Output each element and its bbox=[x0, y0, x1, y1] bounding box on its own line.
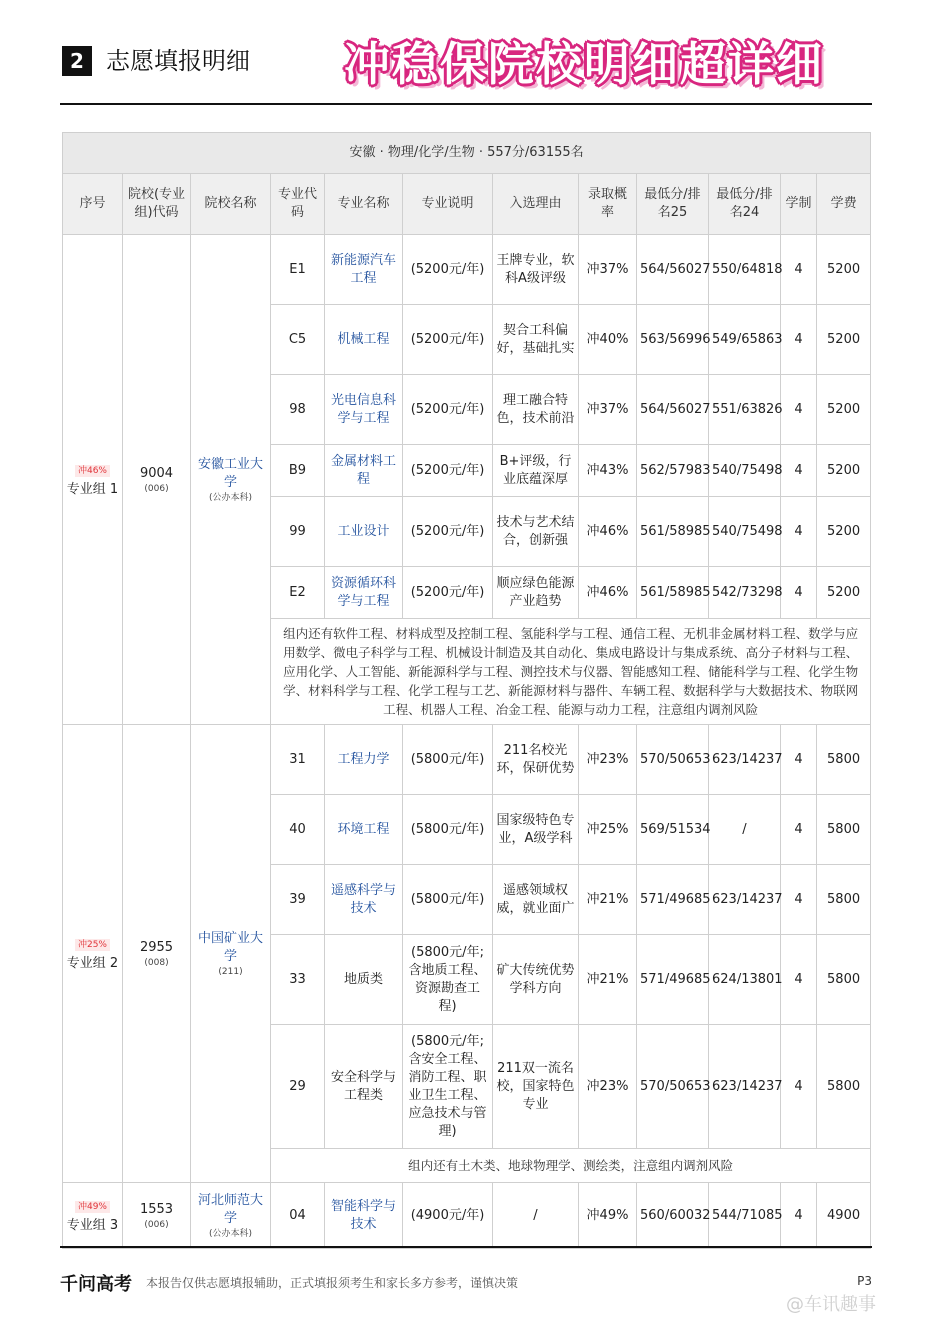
school-type: (公办本科) bbox=[208, 492, 253, 503]
selection-reason: B+评级，行业底蕴深厚 bbox=[493, 445, 579, 497]
major-code: E1 bbox=[271, 235, 325, 305]
major-code: E2 bbox=[271, 567, 325, 619]
school-code: 1553 bbox=[139, 1201, 174, 1217]
column-header: 学费 bbox=[817, 174, 871, 235]
tuition-fee: 5800 bbox=[817, 935, 871, 1025]
min-score-rank-25: 562/57983 bbox=[637, 445, 709, 497]
major-code: C5 bbox=[271, 305, 325, 375]
tuition-fee: 5200 bbox=[817, 235, 871, 305]
admission-probability: 冲21% bbox=[579, 865, 637, 935]
major-description: (5200元/年) bbox=[403, 497, 493, 567]
major-code: 33 bbox=[271, 935, 325, 1025]
tuition-fee: 5200 bbox=[817, 375, 871, 445]
admission-probability: 冲37% bbox=[579, 235, 637, 305]
school-name-cell bbox=[191, 235, 271, 725]
study-years: 4 bbox=[781, 567, 817, 619]
group-label: 专业组 2 bbox=[66, 955, 119, 971]
major-code: 98 bbox=[271, 375, 325, 445]
major-code: 31 bbox=[271, 725, 325, 795]
page-footer bbox=[60, 1268, 872, 1298]
major-name: 智能科学与技术 bbox=[325, 1183, 403, 1249]
table-row bbox=[63, 235, 871, 305]
selection-reason: 211名校光环，保研优势 bbox=[493, 725, 579, 795]
admission-probability: 冲23% bbox=[579, 725, 637, 795]
major-description: (4900元/年) bbox=[403, 1183, 493, 1249]
school-name-cell bbox=[191, 1183, 271, 1249]
study-years: 4 bbox=[781, 1025, 817, 1149]
selection-reason: 顺应绿色能源产业趋势 bbox=[493, 567, 579, 619]
page-number: P3 bbox=[857, 1274, 872, 1288]
min-score-rank-25: 570/50653 bbox=[637, 725, 709, 795]
selection-reason: 国家级特色专业，A级学科 bbox=[493, 795, 579, 865]
school-code: 2955 bbox=[139, 939, 174, 955]
major-name: 安全科学与工程类 bbox=[325, 1025, 403, 1149]
major-name: 新能源汽车工程 bbox=[325, 235, 403, 305]
major-description: (5200元/年) bbox=[403, 305, 493, 375]
min-score-rank-24: / bbox=[709, 795, 781, 865]
selection-reason: 理工融合特色，技术前沿 bbox=[493, 375, 579, 445]
min-score-rank-24: 551/63826 bbox=[709, 375, 781, 445]
min-score-rank-25: 563/56996 bbox=[637, 305, 709, 375]
column-header: 录取概率 bbox=[579, 174, 637, 235]
min-score-rank-25: 564/56027 bbox=[637, 375, 709, 445]
major-description: (5800元/年;含地质工程、资源勘查工程) bbox=[403, 935, 493, 1025]
admission-probability: 冲21% bbox=[579, 935, 637, 1025]
min-score-rank-24: 623/14237 bbox=[709, 865, 781, 935]
major-code: 40 bbox=[271, 795, 325, 865]
min-score-rank-25: 571/49685 bbox=[637, 865, 709, 935]
table-row bbox=[63, 1183, 871, 1249]
admission-probability: 冲40% bbox=[579, 305, 637, 375]
study-years: 4 bbox=[781, 375, 817, 445]
selection-reason: 遥感领域权威，就业面广 bbox=[493, 865, 579, 935]
school-code: 9004 bbox=[139, 465, 174, 481]
table-header-row bbox=[63, 174, 871, 235]
column-header: 学制 bbox=[781, 174, 817, 235]
tuition-fee: 5200 bbox=[817, 497, 871, 567]
major-name: 资源循环科学与工程 bbox=[325, 567, 403, 619]
column-header: 专业说明 bbox=[403, 174, 493, 235]
tuition-fee: 5800 bbox=[817, 1025, 871, 1149]
admission-probability: 冲46% bbox=[579, 567, 637, 619]
table-caption: 安徽 · 物理/化学/生物 · 557分/63155名 bbox=[63, 133, 871, 174]
min-score-rank-25: 564/56027 bbox=[637, 235, 709, 305]
school-name: 安徽工业大学 bbox=[197, 456, 263, 490]
admission-probability: 冲46% bbox=[579, 497, 637, 567]
probability-tag: 冲25% bbox=[75, 939, 110, 951]
min-score-rank-25: 570/50653 bbox=[637, 1025, 709, 1149]
min-score-rank-25: 561/58985 bbox=[637, 567, 709, 619]
brand-name: 千问高考 bbox=[60, 1274, 132, 1295]
school-code-cell bbox=[123, 235, 191, 725]
min-score-rank-24: 550/64818 bbox=[709, 235, 781, 305]
selection-reason: 211双一流名校，国家特色专业 bbox=[493, 1025, 579, 1149]
column-header: 专业名称 bbox=[325, 174, 403, 235]
major-description: (5800元/年) bbox=[403, 725, 493, 795]
min-score-rank-24: 540/75498 bbox=[709, 497, 781, 567]
group-cell bbox=[63, 235, 123, 725]
min-score-rank-24: 540/75498 bbox=[709, 445, 781, 497]
major-name: 工业设计 bbox=[325, 497, 403, 567]
school-name: 中国矿业大学 bbox=[197, 930, 263, 964]
major-description: (5200元/年) bbox=[403, 375, 493, 445]
tuition-fee: 5800 bbox=[817, 725, 871, 795]
admission-table-wrapper bbox=[62, 132, 870, 1249]
school-type: (211) bbox=[218, 966, 243, 977]
study-years: 4 bbox=[781, 865, 817, 935]
school-code-cell bbox=[123, 725, 191, 1183]
probability-tag: 冲49% bbox=[75, 1201, 110, 1213]
min-score-rank-24: 542/73298 bbox=[709, 567, 781, 619]
banner-title: 冲稳保院校明细超详细 bbox=[296, 30, 872, 92]
major-code: 29 bbox=[271, 1025, 325, 1149]
admission-probability: 冲43% bbox=[579, 445, 637, 497]
school-code-cell bbox=[123, 1183, 191, 1249]
tuition-fee: 4900 bbox=[817, 1183, 871, 1249]
group-label: 专业组 3 bbox=[66, 1217, 119, 1233]
column-header: 专业代码 bbox=[271, 174, 325, 235]
major-description: (5200元/年) bbox=[403, 235, 493, 305]
major-description: (5800元/年;含安全工程、消防工程、职业卫生工程、应急技术与管理) bbox=[403, 1025, 493, 1149]
school-code-sub: (006) bbox=[144, 1219, 169, 1230]
min-score-rank-25: 561/58985 bbox=[637, 497, 709, 567]
school-code-sub: (008) bbox=[144, 957, 169, 968]
study-years: 4 bbox=[781, 305, 817, 375]
column-header: 院校(专业组)代码 bbox=[123, 174, 191, 235]
study-years: 4 bbox=[781, 497, 817, 567]
major-description: (5200元/年) bbox=[403, 445, 493, 497]
table-body bbox=[63, 235, 871, 1249]
min-score-rank-24: 624/13801 bbox=[709, 935, 781, 1025]
min-score-rank-24: 623/14237 bbox=[709, 725, 781, 795]
major-code: 99 bbox=[271, 497, 325, 567]
major-code: 39 bbox=[271, 865, 325, 935]
selection-reason: 王牌专业，软科A级评级 bbox=[493, 235, 579, 305]
section-number: 2 bbox=[62, 46, 92, 76]
admission-probability: 冲49% bbox=[579, 1183, 637, 1249]
footer-divider bbox=[60, 1246, 872, 1248]
major-name: 环境工程 bbox=[325, 795, 403, 865]
major-name: 机械工程 bbox=[325, 305, 403, 375]
admission-table bbox=[62, 132, 871, 1249]
group-label: 专业组 1 bbox=[66, 481, 119, 497]
study-years: 4 bbox=[781, 445, 817, 497]
school-name: 河北师范大学 bbox=[197, 1192, 263, 1226]
group-cell bbox=[63, 1183, 123, 1249]
major-name: 遥感科学与技术 bbox=[325, 865, 403, 935]
tuition-fee: 5800 bbox=[817, 795, 871, 865]
column-header: 入选理由 bbox=[493, 174, 579, 235]
study-years: 4 bbox=[781, 935, 817, 1025]
study-years: 4 bbox=[781, 1183, 817, 1249]
group-note: 组内还有土木类、地球物理学、测绘类，注意组内调剂风险 bbox=[271, 1149, 871, 1183]
tuition-fee: 5200 bbox=[817, 305, 871, 375]
major-name: 工程力学 bbox=[325, 725, 403, 795]
admission-probability: 冲25% bbox=[579, 795, 637, 865]
disclaimer-text: 本报告仅供志愿填报辅助，正式填报须考生和家长多方参考，谨慎决策 bbox=[146, 1276, 519, 1290]
column-header: 序号 bbox=[63, 174, 123, 235]
major-description: (5200元/年) bbox=[403, 567, 493, 619]
group-cell bbox=[63, 725, 123, 1183]
selection-reason: / bbox=[493, 1183, 579, 1249]
column-header: 院校名称 bbox=[191, 174, 271, 235]
admission-probability: 冲23% bbox=[579, 1025, 637, 1149]
study-years: 4 bbox=[781, 235, 817, 305]
major-name: 光电信息科学与工程 bbox=[325, 375, 403, 445]
group-note: 组内还有软件工程、材料成型及控制工程、氢能科学与工程、通信工程、无机非金属材料工程、数学与应用数学、微电子科学与工程、机械设计制造及其自动化、集成电路设计与集成系统、高分子材料与工程、应用化学、人工智能、新能源科学与工程、测控技术与仪器、智能感知工程、储能科学与工程、化学生物学、材料科学与工程、化学工程与工艺、新能源材料与器件、车辆工程、数据科学与大数据技术、物联网工程、机器人工程、冶金工程、能源与动力工程，注意组内调剂风险 bbox=[271, 619, 871, 725]
school-type: (公办本科) bbox=[208, 1228, 253, 1239]
section-title: 志愿填报明细 bbox=[106, 47, 250, 75]
study-years: 4 bbox=[781, 725, 817, 795]
school-code-sub: (006) bbox=[144, 483, 169, 494]
study-years: 4 bbox=[781, 795, 817, 865]
header-divider bbox=[60, 103, 872, 105]
tuition-fee: 5800 bbox=[817, 865, 871, 935]
selection-reason: 契合工科偏好，基础扎实 bbox=[493, 305, 579, 375]
min-score-rank-25: 571/49685 bbox=[637, 935, 709, 1025]
tuition-fee: 5200 bbox=[817, 567, 871, 619]
tuition-fee: 5200 bbox=[817, 445, 871, 497]
selection-reason: 矿大传统优势学科方向 bbox=[493, 935, 579, 1025]
table-row bbox=[63, 725, 871, 795]
table-caption-row bbox=[63, 133, 871, 174]
watermark-text: @车讯趣事 bbox=[786, 1294, 876, 1315]
selection-reason: 技术与艺术结合，创新强 bbox=[493, 497, 579, 567]
page-header bbox=[60, 30, 872, 104]
major-code: B9 bbox=[271, 445, 325, 497]
column-header: 最低分/排名24 bbox=[709, 174, 781, 235]
school-name-cell bbox=[191, 725, 271, 1183]
min-score-rank-24: 623/14237 bbox=[709, 1025, 781, 1149]
major-name: 金属材料工程 bbox=[325, 445, 403, 497]
min-score-rank-24: 549/65863 bbox=[709, 305, 781, 375]
column-header: 最低分/排名25 bbox=[637, 174, 709, 235]
min-score-rank-24: 544/71085 bbox=[709, 1183, 781, 1249]
major-code: 04 bbox=[271, 1183, 325, 1249]
probability-tag: 冲46% bbox=[75, 465, 110, 477]
major-name: 地质类 bbox=[325, 935, 403, 1025]
min-score-rank-25: 569/51534 bbox=[637, 795, 709, 865]
admission-probability: 冲37% bbox=[579, 375, 637, 445]
major-description: (5800元/年) bbox=[403, 865, 493, 935]
min-score-rank-25: 560/60032 bbox=[637, 1183, 709, 1249]
major-description: (5800元/年) bbox=[403, 795, 493, 865]
